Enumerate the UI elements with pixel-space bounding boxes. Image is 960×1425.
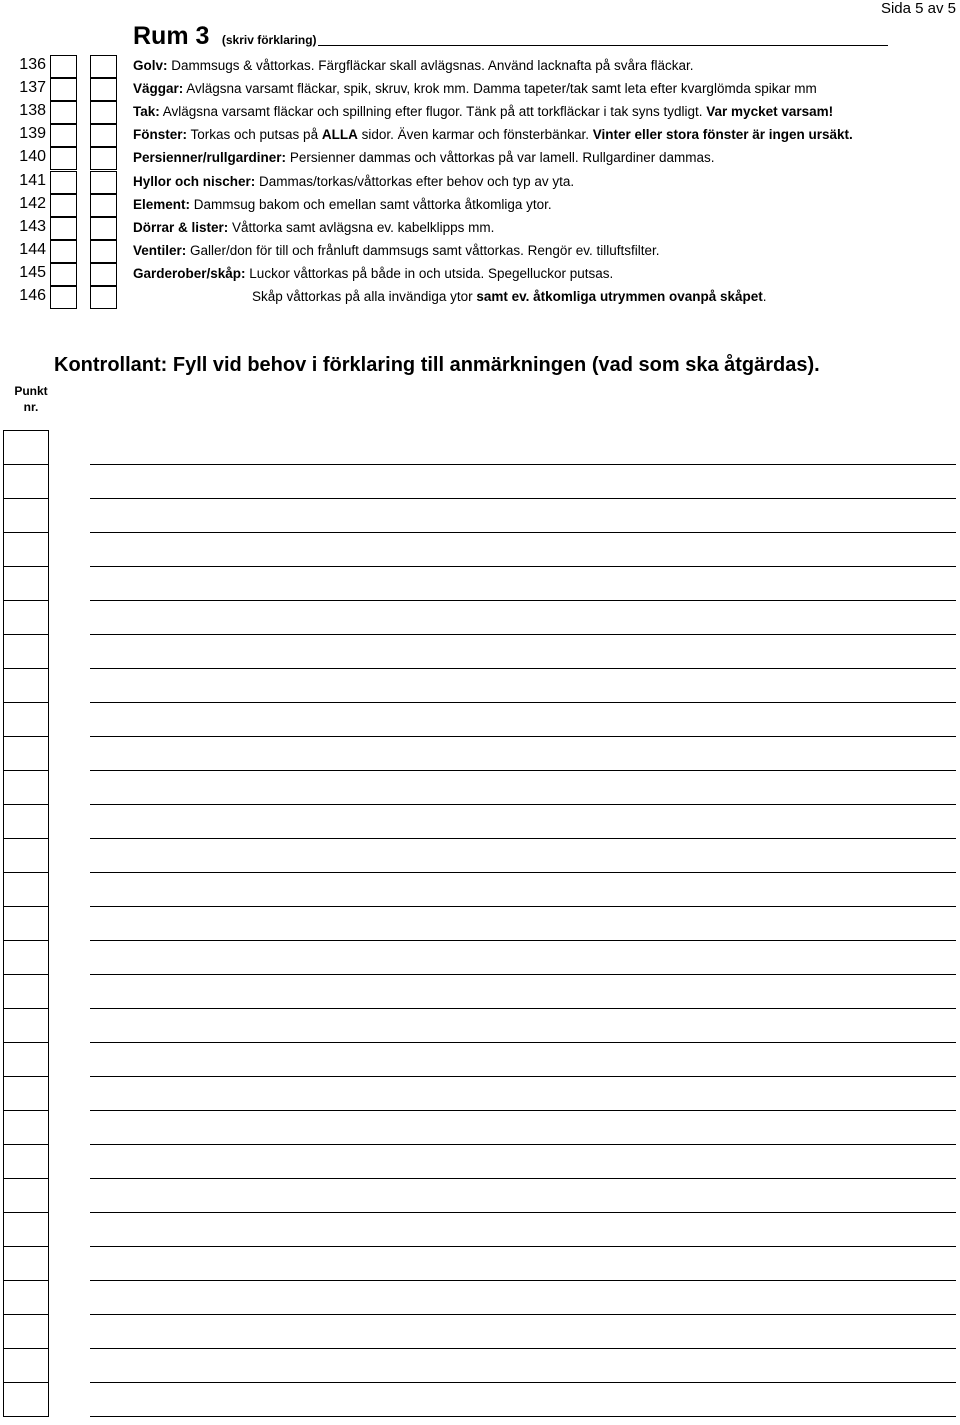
task-row (0, 55, 960, 78)
note-line-field[interactable] (90, 1246, 956, 1247)
task-text: . (762, 289, 767, 304)
task-text-bold: ALLA (321, 127, 358, 143)
note-line-field[interactable] (90, 1416, 956, 1417)
task-checkbox-2[interactable] (90, 240, 117, 263)
note-line-field[interactable] (90, 1212, 956, 1213)
punkt-nr-field[interactable] (3, 940, 49, 974)
note-line-field[interactable] (90, 1144, 956, 1145)
task-text: Våttorka samt avlägsna ev. kabelklipps mm. (228, 219, 495, 235)
punkt-nr-label (8, 383, 54, 415)
room-explanation-line[interactable] (318, 45, 888, 46)
task-text-bold: Element: (133, 196, 191, 212)
task-number: 143 (19, 217, 46, 235)
task-number: 144 (19, 240, 46, 258)
note-line-field[interactable] (90, 1008, 956, 1009)
task-text: Dammsugs & våttorkas. Färgfläckar skall avlägsnas. Använd lacknafta på svåra fläckar. (167, 58, 694, 73)
nr-label: nr. (23, 400, 39, 414)
task-checkbox-2[interactable] (90, 194, 117, 217)
task-number: 142 (19, 194, 46, 212)
note-line-field[interactable] (90, 1382, 956, 1383)
task-text-bold: samt ev. åtkomliga utrymmen ovanpå skåpet (476, 289, 763, 304)
room-name: Rum 3 (133, 22, 210, 50)
note-line-field[interactable] (90, 770, 956, 771)
task-number: 136 (19, 56, 46, 73)
punkt-nr-field[interactable] (3, 1178, 49, 1212)
task-text-bold: Väggar: (133, 81, 184, 97)
task-text: Dammsug bakom och emellan samt våttorka åtkomliga ytor. (190, 196, 552, 212)
task-row (0, 78, 960, 101)
punkt-nr-field[interactable] (3, 430, 49, 464)
task-row (0, 217, 960, 240)
task-checkbox-2[interactable] (90, 55, 117, 78)
task-text-bold: Golv: (133, 58, 168, 73)
task-checkbox-2[interactable] (90, 124, 117, 147)
note-line-field[interactable] (90, 940, 956, 941)
note-line-field[interactable] (90, 600, 956, 601)
note-line-field[interactable] (90, 702, 956, 703)
task-row (0, 286, 960, 309)
task-text-bold: Tak: (133, 104, 160, 120)
punkt-nr-field[interactable] (3, 1212, 49, 1246)
task-checkbox-1[interactable] (50, 286, 77, 309)
note-line-field[interactable] (90, 804, 956, 805)
task-text: Torkas och putsas på (187, 127, 322, 143)
task-description (252, 289, 767, 304)
task-text-bold: Vinter eller stora fönster är ingen ursäkt. (592, 127, 853, 143)
task-checkbox-1[interactable] (50, 240, 77, 263)
task-description (133, 197, 552, 212)
punkt-nr-field[interactable] (3, 770, 49, 804)
task-checkbox-2[interactable] (90, 147, 117, 170)
note-line-field[interactable] (90, 634, 956, 635)
task-number: 140 (19, 148, 46, 166)
task-checkbox-1[interactable] (50, 194, 77, 217)
punkt-nr-field[interactable] (3, 1042, 49, 1076)
note-line-field[interactable] (90, 838, 956, 839)
task-row (0, 263, 960, 286)
task-description (133, 220, 494, 235)
task-number: 145 (19, 263, 46, 281)
task-checkbox-1[interactable] (50, 124, 77, 147)
punkt-nr-field[interactable] (3, 566, 49, 600)
note-line-field[interactable] (90, 532, 956, 533)
controller-heading: Kontrollant: Fyll vid behov i förklaring till anmärkningen (vad som ska åtgärdas). (54, 354, 820, 376)
note-line-field[interactable] (90, 736, 956, 737)
punkt-nr-field[interactable] (3, 702, 49, 736)
note-line-field[interactable] (90, 1110, 956, 1111)
task-number: 141 (19, 171, 46, 189)
punkt-nr-field[interactable] (3, 464, 49, 498)
task-description (133, 104, 833, 119)
punkt-nr-field[interactable] (3, 1076, 49, 1110)
task-checkbox-1[interactable] (50, 263, 77, 286)
note-line-field[interactable] (90, 974, 956, 975)
task-text: Dammas/torkas/våttorkas efter behov och typ av yta. (255, 173, 575, 189)
task-checkbox-1[interactable] (50, 55, 77, 78)
note-line-field[interactable] (90, 566, 956, 567)
task-text: Avlägsna varsamt fläckar och spillning efter flugor. Tänk på att torkfläckar i tak syns tydligt. (159, 104, 707, 120)
task-checkbox-1[interactable] (50, 78, 77, 101)
task-checkbox-2[interactable] (90, 217, 117, 240)
task-checkbox-2[interactable] (90, 78, 117, 101)
punkt-nr-field[interactable] (3, 1348, 49, 1382)
room-subtitle: (skriv förklaring) (221, 33, 317, 47)
task-checkbox-1[interactable] (50, 217, 77, 240)
task-text-bold: Ventiler: (133, 242, 187, 258)
task-number: 138 (19, 102, 46, 120)
task-description (133, 81, 817, 96)
task-text-bold: Hyllor och nischer: (133, 173, 256, 189)
task-text: Galler/don för till och frånluft dammsugs samt våttorkas. Rengör ev. tilluftsfilter. (186, 242, 660, 258)
punkt-nr-field[interactable] (3, 634, 49, 668)
task-text-bold: Var mycket varsam! (706, 104, 834, 120)
task-row (0, 124, 960, 147)
task-row (0, 240, 960, 263)
punkt-nr-field[interactable] (3, 1246, 49, 1280)
punkt-nr-field[interactable] (3, 974, 49, 1008)
task-checkbox-1[interactable] (50, 171, 77, 194)
punkt-label: Punkt (14, 384, 48, 398)
punkt-nr-field[interactable] (3, 906, 49, 940)
punkt-nr-field[interactable] (3, 1144, 49, 1178)
note-line-field[interactable] (90, 498, 956, 499)
note-line-field[interactable] (90, 1076, 956, 1077)
task-checkbox-2[interactable] (90, 171, 117, 194)
room-title (133, 22, 317, 51)
note-line-field[interactable] (90, 1042, 956, 1043)
task-row (0, 194, 960, 217)
task-text: sidor. Även karmar och fönsterbänkar. (357, 127, 593, 143)
task-number: 139 (19, 125, 46, 143)
task-number: 137 (19, 79, 46, 97)
task-description (133, 150, 715, 165)
note-line-field[interactable] (90, 464, 956, 465)
punkt-nr-field[interactable] (3, 532, 49, 566)
punkt-nr-field[interactable] (3, 1008, 49, 1042)
page-number: Sida 5 av 5 (880, 0, 956, 17)
task-description (133, 58, 694, 73)
punkt-nr-field[interactable] (3, 668, 49, 702)
task-description (133, 243, 659, 258)
note-line-field[interactable] (90, 668, 956, 669)
task-text: Skåp våttorkas på alla invändiga ytor (252, 289, 477, 304)
task-description (133, 127, 853, 142)
punkt-nr-field[interactable] (3, 1314, 49, 1348)
task-description (133, 266, 613, 281)
punkt-nr-field[interactable] (3, 872, 49, 906)
punkt-nr-field[interactable] (3, 1110, 49, 1144)
note-line-field[interactable] (90, 1314, 956, 1315)
punkt-nr-field[interactable] (3, 1280, 49, 1314)
task-description (133, 174, 574, 189)
task-text-bold: Garderober/skåp: (133, 265, 246, 281)
task-checkbox-2[interactable] (90, 286, 117, 309)
task-row (0, 101, 960, 124)
task-text: Avlägsna varsamt fläckar, spik, skruv, krok mm. Damma tapeter/tak samt leta efter kvarglömda spikar mm (183, 81, 817, 97)
note-line-field[interactable] (90, 1348, 956, 1349)
task-text: Persienner dammas och våttorkas på var lamell. Rullgardiner dammas. (286, 150, 715, 166)
task-text-bold: Persienner/rullgardiner: (133, 150, 287, 166)
punkt-nr-field[interactable] (3, 838, 49, 872)
task-text-bold: Fönster: (133, 127, 187, 143)
punkt-nr-field[interactable] (3, 498, 49, 532)
punkt-nr-field[interactable] (3, 804, 49, 838)
punkt-nr-field[interactable] (3, 600, 49, 634)
note-line-field[interactable] (90, 872, 956, 873)
task-checkbox-1[interactable] (50, 101, 77, 124)
task-text-bold: Dörrar & lister: (133, 219, 229, 235)
task-checkbox-2[interactable] (90, 101, 117, 124)
task-checkbox-1[interactable] (50, 147, 77, 170)
punkt-nr-field[interactable] (3, 1382, 49, 1417)
note-line-field[interactable] (90, 1178, 956, 1179)
task-row (0, 171, 960, 194)
task-number: 146 (19, 287, 46, 304)
note-line-field[interactable] (90, 906, 956, 907)
note-line-field[interactable] (90, 1280, 956, 1281)
task-row (0, 147, 960, 170)
task-checkbox-2[interactable] (90, 263, 117, 286)
task-text: Luckor våttorkas på både in och utsida. Spegelluckor putsas. (245, 265, 614, 281)
punkt-nr-field[interactable] (3, 736, 49, 770)
